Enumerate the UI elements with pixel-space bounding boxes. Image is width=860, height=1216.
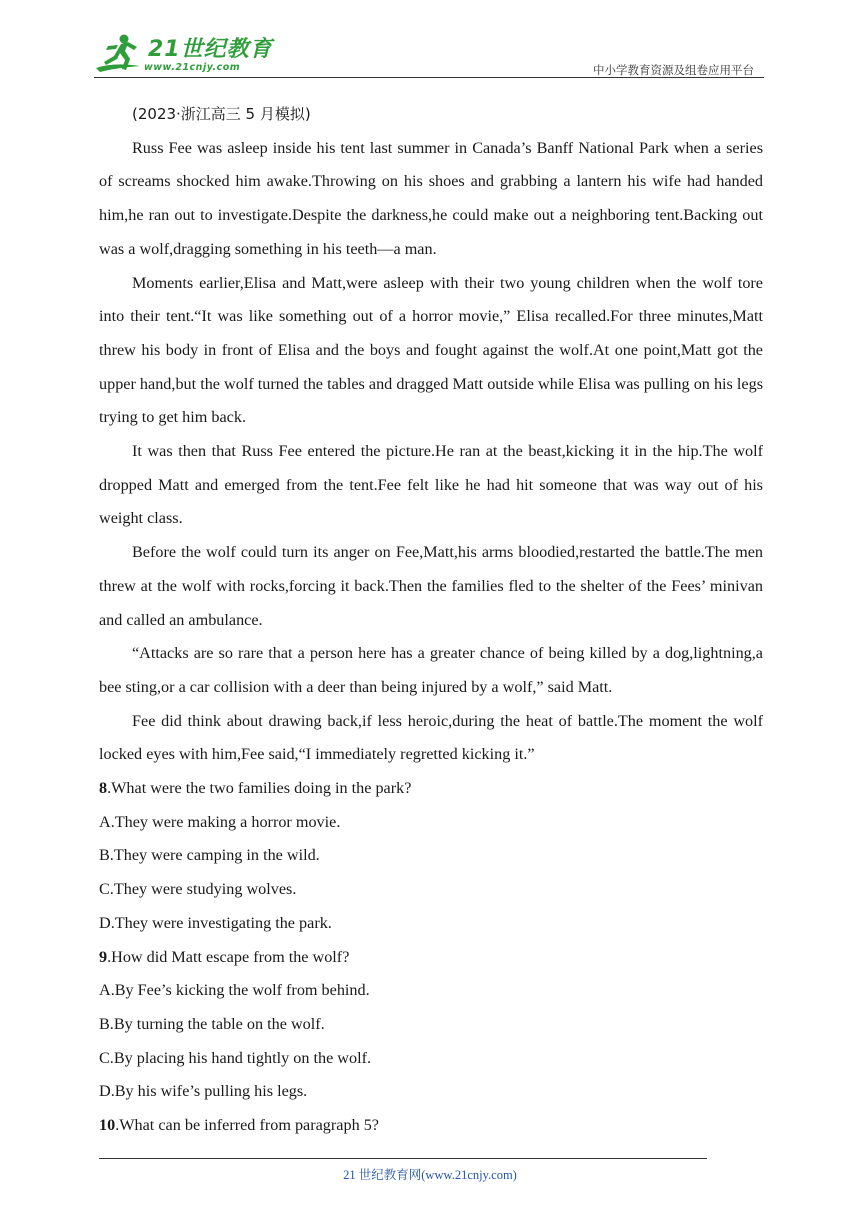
answer-option[interactable]: D.By his wife’s pulling his legs. [99, 1082, 308, 1101]
answer-option[interactable]: A.By Fee’s kicking the wolf from behind. [99, 981, 370, 1000]
answer-option[interactable]: C.They were studying wolves. [99, 880, 297, 899]
question-10 [99, 1109, 763, 1143]
header-divider [94, 77, 764, 78]
question-text: .What were the two families doing in the park? [107, 779, 412, 798]
passage-paragraph: Fee did think about drawing back,if less heroic,during the heat of battle.The moment the wolf locked eyes with him,Fee said,“I immediately regretted kicking it.” [99, 711, 763, 764]
question-8 [99, 772, 763, 806]
question-text: .How did Matt escape from the wolf? [107, 947, 350, 966]
document-body [99, 98, 763, 1143]
site-logo[interactable] [94, 32, 273, 76]
answer-option[interactable]: D.They were investigating the park. [99, 913, 332, 932]
answer-option[interactable]: B.They were camping in the wild. [99, 846, 320, 865]
question-number: 8 [99, 779, 108, 798]
footer-divider [99, 1158, 707, 1159]
runner-logo-icon [94, 32, 146, 74]
passage-source: (2023·浙江高三 5 月模拟) [132, 105, 311, 123]
passage-paragraph: Before the wolf could turn its anger on Fee,Matt,his arms bloodied,restarted the battle.The men threw at the wolf with rocks,forcing it back.Then the families fled to the shelter of the Fees’ minivan and called an ambulance. [99, 543, 763, 629]
question-9 [99, 941, 763, 975]
question-text: .What can be inferred from paragraph 5? [115, 1116, 379, 1135]
answer-option[interactable]: C.By placing his hand tightly on the wolf. [99, 1048, 372, 1067]
passage-paragraph: Moments earlier,Elisa and Matt,were asleep with their two young children when the wolf tore into their tent.“It was like something out of a horror movie,” Elisa recalled.For three minutes,Matt threw his body in front of Elisa and the boys and fought against the wolf.At one point,Matt got the upper hand,but the wolf turned the tables and dragged Matt outside while Elisa was pulling on his legs trying to get him back. [99, 273, 763, 427]
passage-paragraph: It was then that Russ Fee entered the picture.He ran at the beast,kicking it in the hip.The wolf dropped Matt and emerged from the tent.Fee felt like he had hit someone that was way out of his weight class. [99, 442, 763, 528]
answer-option[interactable]: A.They were making a horror movie. [99, 812, 341, 831]
logo-url: www.21cnjy.com [144, 62, 241, 73]
logo-name: 21世纪教育 [148, 37, 273, 62]
passage-paragraph: “Attacks are so rare that a person here has a greater chance of being killed by a dog,lightning,a bee sting,or a car collision with a deer than being injured by a wolf,” said Matt. [99, 644, 763, 696]
passage-paragraph: Russ Fee was asleep inside his tent last summer in Canada’s Banff National Park when a series of screams shocked him awake.Throwing on his shoes and grabbing a lantern his wife had handed him,he ran out to investigate.Despite the darkness,he could make out a neighboring tent.Backing out was a wolf,dragging something in his teeth—a man. [99, 138, 763, 258]
platform-name: 中小学教育资源及组卷应用平台 [593, 63, 754, 77]
question-number: 9 [99, 947, 108, 966]
page-footer[interactable]: 21 世纪教育网(www.21cnjy.com) [343, 1168, 517, 1182]
page-header [94, 28, 764, 78]
answer-option[interactable]: B.By turning the table on the wolf. [99, 1014, 325, 1033]
question-number: 10 [99, 1116, 116, 1135]
